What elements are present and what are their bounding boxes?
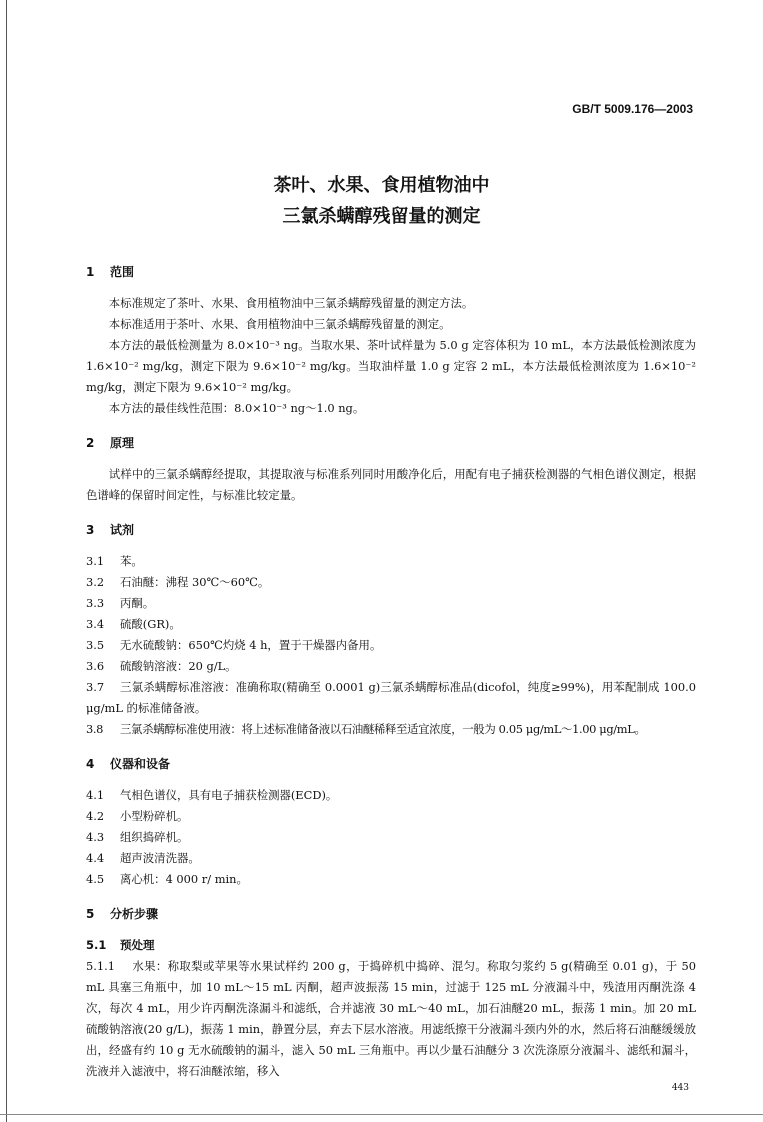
standard-code: GB/T 5009.176—2003 xyxy=(572,102,693,116)
subsection-heading-pretreatment: 5.1 预处理 xyxy=(86,938,155,952)
section-heading-principle xyxy=(86,433,696,454)
list-item: 3.5 无水硫酸钠：650℃灼烧 4 h，置于干燥器内备用。 xyxy=(86,638,382,652)
section-number: 1 xyxy=(86,265,95,279)
section-number: 4 xyxy=(86,757,95,771)
paragraph: 本标准适用于茶叶、水果、食用植物油中三氯杀螨醇残留量的测定。 xyxy=(108,317,451,331)
title-line-1: 茶叶、水果、食用植物油中 xyxy=(273,175,490,196)
section-heading-scope xyxy=(86,262,696,283)
document-title xyxy=(0,170,763,232)
section-number: 3 xyxy=(86,523,95,537)
title-line-2: 三氯杀螨醇残留量的测定 xyxy=(282,206,481,227)
paragraph: 本标准规定了茶叶、水果、食用植物油中三氯杀螨醇残留量的测定方法。 xyxy=(108,296,474,310)
section-title: 范围 xyxy=(110,265,135,279)
section-number: 2 xyxy=(86,436,95,450)
section-title: 分析步骤 xyxy=(110,907,159,921)
reagent-list xyxy=(86,551,696,740)
section-heading-apparatus xyxy=(86,754,696,775)
list-item: 3.3 丙酮。 xyxy=(86,596,155,610)
list-item: 3.4 硫酸(GR)。 xyxy=(86,617,181,631)
section-title: 试剂 xyxy=(110,523,135,537)
section-heading-procedure xyxy=(86,904,696,925)
section-number: 5 xyxy=(86,907,95,921)
list-item: 4.2 小型粉碎机。 xyxy=(86,809,189,823)
section-title: 原理 xyxy=(110,436,135,450)
bottom-border-line xyxy=(0,1114,763,1115)
list-item: 4.4 超声波清洗器。 xyxy=(86,851,200,865)
section-heading-reagents xyxy=(86,520,696,541)
page-number: 443 xyxy=(671,1083,689,1093)
section-title: 仪器和设备 xyxy=(110,757,171,771)
list-item: 4.1 气相色谱仪，具有电子捕获检测器(ECD)。 xyxy=(86,788,338,802)
list-item: 3.8 三氯杀螨醇标准使用液：将上述标准储备液以石油醚稀释至适宜浓度，一般为 0.05 μg/mL～1.00 μg/mL。 xyxy=(86,722,646,736)
paragraph: 5.1.1 水果：称取梨或苹果等水果试样约 200 g，于捣碎机中捣碎、混匀。称取匀浆约 5 g(精确至 0.01 g)，于 50 mL 具塞三角瓶中，加 10 mL～15 mL 丙酮，超声波振荡 15 min，过滤于 125 mL 分液漏斗中，残渣用丙酮洗涤 4 次，每次 4 mL，用少许丙酮洗涤漏斗和滤纸，合并滤液 30 mL～40 mL，加石油醚20 mL，振荡 1 min。加 20 mL 硫酸钠溶液(20 g/L)，振荡 1 min，静置分层，弃去下层水溶液。用滤纸擦干分液漏斗颈内外的水，然后将石油醚缓缓放出，经盛有约 10 g 无水硫酸钠的漏斗，滤入 50 mL 三角瓶中。再以少量石油醚分 3 次洗涤原分液漏斗、滤纸和漏斗，洗液并入滤液中，将石油醚浓缩，移入 xyxy=(86,959,696,1078)
list-item: 4.3 组织捣碎机。 xyxy=(86,830,189,844)
left-border-line xyxy=(6,0,7,1122)
paragraph: 试样中的三氯杀螨醇经提取，其提取液与标准系列同时用酸净化后，用配有电子捕获检测器的气相色谱仪测定，根据色谱峰的保留时间定性，与标准比较定量。 xyxy=(86,467,696,502)
paragraph: 本方法的最低检测量为 8.0×10⁻³ ng。当取水果、茶叶试样量为 5.0 g 定容体积为 10 mL，本方法最低检测浓度为 1.6×10⁻² mg/kg，测定下限为 9.6×10⁻² mg/kg。当取油样量 1.0 g 定容 2 mL，本方法最低检测浓度为 1.6×10⁻² mg/kg，测定下限为 9.6×10⁻² mg/kg。 xyxy=(86,338,696,394)
list-item: 3.1 苯。 xyxy=(86,554,143,568)
apparatus-list xyxy=(86,785,696,890)
list-item: 3.2 石油醚：沸程 30℃～60℃。 xyxy=(86,575,270,589)
list-item: 3.7 三氯杀螨醇标准溶液：准确称取(精确至 0.0001 g)三氯杀螨醇标准品(dicofol，纯度≥99%)，用苯配制成 100.0 μg/mL 的标准储备液。 xyxy=(86,680,696,715)
paragraph: 本方法的最佳线性范围：8.0×10⁻³ ng～1.0 ng。 xyxy=(108,401,365,415)
document-body xyxy=(86,262,696,1082)
list-item: 4.5 离心机：4 000 r/ min。 xyxy=(86,872,248,886)
list-item: 3.6 硫酸钠溶液：20 g/L。 xyxy=(86,659,237,673)
